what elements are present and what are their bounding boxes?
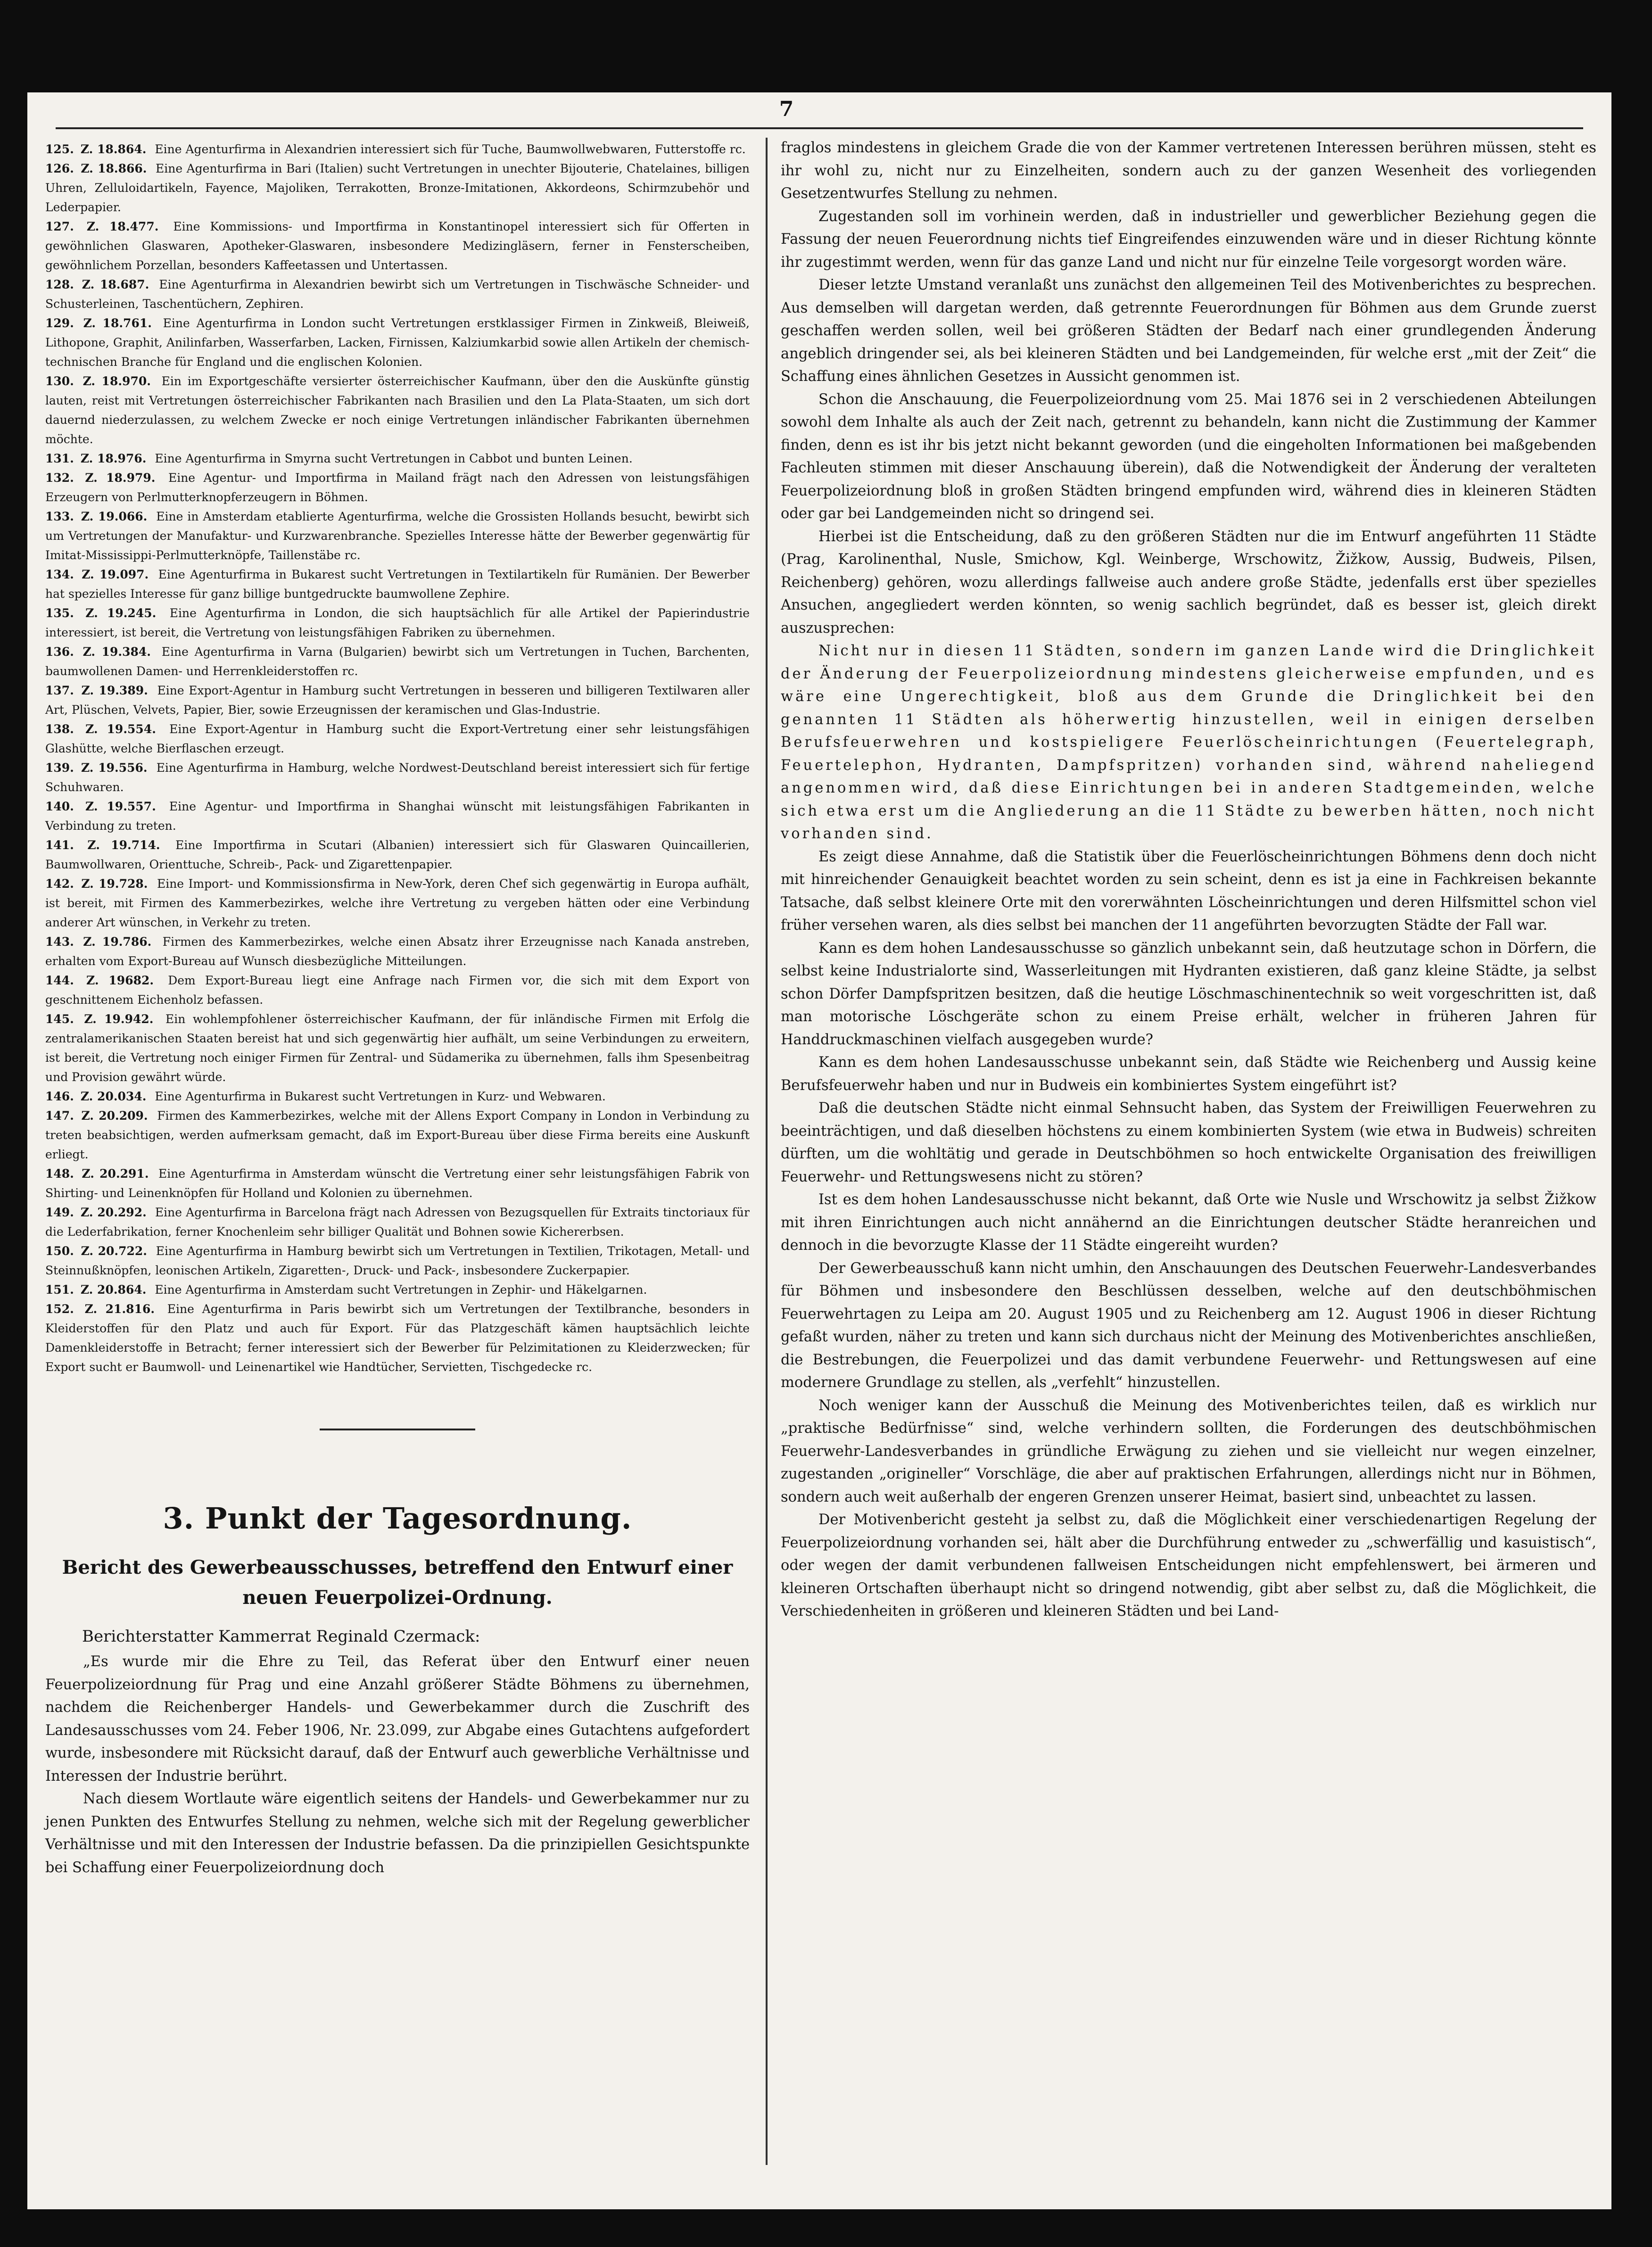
list-item (45, 603, 750, 642)
entry-text: Eine Kommissions- und Importfirma in Konstantinopel interessiert sich für Offerten in gewöhnlichen Glaswaren, Apotheker-Glaswaren, insbesondere Medizingläsern, ferner in Fensterscheiben, gewöhnlichem Porzellan, besonders Kaffeetassen und Untertassen. (45, 220, 750, 272)
entry-number: 142. (45, 877, 74, 891)
entry-text: Eine Agenturfirma in Barcelona frägt nach Adressen von Bezugsquellen für Extraits tinctoriaux für die Lederfabrikation, ferner Knochenleim sehr billiger Qualität und Bohnen sowie Kichererbsen. (45, 1206, 750, 1239)
entry-text: Eine Agenturfirma in Amsterdam sucht Vertretungen in Zephir- und Häkelgarnen. (155, 1283, 647, 1297)
entry-number: 131. (45, 452, 74, 465)
entry-number: 135. (45, 606, 74, 620)
list-item (45, 314, 750, 372)
list-item (45, 565, 750, 603)
list-item (45, 159, 750, 217)
entry-reference: Z. 18.970. (83, 374, 151, 388)
entry-number: 126. (45, 162, 74, 175)
entry-reference: Z. 19.554. (85, 722, 156, 736)
entry-reference: Z. 21.816. (84, 1302, 155, 1316)
paragraph: Kann es dem hohen Landesausschusse so gänzlich unbekannt sein, daß heutzutage schon in Dörfern, die selbst keine Industrialorte sind, Wasserleitungen mit Hydranten existieren, daß ganz kleine Städte, ja selbst schon Dörfer Dampfspritzen besitzen, daß die heutige Löschmaschinentechnik so weit vorgeschritten ist, daß man motorische Löschgeräte schon zu einem Preise erhält, welcher in früheren Jahren für Handdruckmaschinen vielfach ausgegeben wurde? (781, 940, 1596, 1048)
entry-number: 148. (45, 1167, 74, 1181)
entry-number: 139. (45, 761, 74, 775)
entry-number: 134. (45, 568, 74, 581)
list-item (45, 1203, 750, 1241)
newspaper-page (27, 92, 1611, 2209)
entry-reference: Z. 18.477. (86, 220, 159, 233)
left-report-text (45, 1651, 750, 1879)
speaker-line: Berichterstatter Kammerrat Reginald Czermack: (82, 1627, 480, 1646)
list-item (45, 1280, 750, 1299)
page-number: 7 (779, 97, 794, 121)
list-item (45, 1087, 750, 1106)
paragraph: fraglos mindestens in gleichem Grade die von der Kammer vertretenen Interessen berühren müssen, steht es ihr wohl zu, nicht nur zu Einzelheiten, sondern auch zu der ganzen Wesenheit des vorliegenden Gesetzentwurfes Stellung zu nehmen. (781, 140, 1596, 202)
entry-text: Eine Agenturfirma in Hamburg bewirbt sich um Vertretungen in Textilien, Trikotagen, Metall- und Steinnußknöpfen, leonischen Artikeln, Zigaretten-, Druck- und Pack-, insbesondere Zuckerpapier. (45, 1244, 750, 1277)
list-item (45, 140, 750, 159)
entry-text: Eine Importfirma in Scutari (Albanien) interessiert sich für Glaswaren Quincaillerien, Baumwollwaren, Orienttuche, Schreib-, Pack- und Zigarettenpapier. (45, 838, 750, 871)
list-item (45, 372, 750, 449)
list-item (45, 217, 750, 275)
paragraph: Nach diesem Wortlaute wäre eigentlich seitens der Handels- und Gewerbekammer nur zu jenen Punkten des Entwurfes Stellung zu nehmen, welche sich mit der Regelung gewerblicher Verhältnisse und mit den Interessen der Industrie befassen. Da die prinzipiellen Gesichtspunkte bei Schaffung einer Feuerpolizeiordnung doch (45, 1791, 750, 1876)
entry-text: Eine in Amsterdam etablierte Agenturfirma, welche die Grossisten Hollands besucht, bewirbt sich um Vertretungen der Manufaktur- und Kurzwarenbranche. Spezielles Interesse hätte der Bewerber gegenwärtig für Imitat-Mississippi-Perlmutterknöpfe, Taillenstäbe rc. (45, 510, 750, 562)
entry-text: Eine Agenturfirma in London, die sich hauptsächlich für alle Artikel der Papierindustrie interessiert, ist bereit, die Vertretung von leistungsfähigen Fabriken zu übernehmen. (45, 606, 750, 639)
entry-text: Eine Agenturfirma in Bukarest sucht Vertretungen in Kurz- und Webwaren. (155, 1090, 606, 1103)
entry-number: 127. (45, 220, 74, 233)
entry-reference: Z. 19.556. (81, 761, 148, 775)
left-column (45, 140, 750, 1879)
entry-reference: Z. 18.761. (83, 316, 152, 330)
paragraph: Daß die deutschen Städte nicht einmal Sehnsucht haben, das System der Freiwilligen Feuerwehren zu beeinträchtigen, und daß dieselben höchstens zu einem kombinierten System (wie etwa in Budweis) schreiten dürften, um die wohltätig und gerade in Deutschböhmen so hoch entwickelte Organisation des freiwilligen Feuerwehr- und Rettungswesens nicht zu stören? (781, 1100, 1596, 1185)
entry-reference: Z. 19.389. (81, 684, 148, 697)
entry-number: 151. (45, 1283, 74, 1297)
entry-number: 138. (45, 722, 74, 736)
entry-text: Eine Export-Agentur in Hamburg sucht Vertretungen in besseren und billigeren Textilwaren aller Art, Plüschen, Velvets, Papier, Bier, sowie Erzeugnissen der keramischen und Glas-Industrie. (45, 684, 750, 717)
list-item (45, 468, 750, 507)
entry-number: 140. (45, 800, 74, 813)
entry-reference: Z. 18.687. (82, 278, 149, 291)
entry-reference: Z. 19.557. (85, 800, 156, 813)
list-item (45, 719, 750, 758)
paragraph-emphasized: Nicht nur in diesen 11 Städten, sondern im ganzen Lande wird die Dringlichkeit der Änderung der Feuerpolizeiordnung mindestens gleicherweise empfunden, und es wäre eine Ungerechtigkeit, bloß aus dem Grunde die Dringlichkeit bei den genannten 11 Städten als höherwertig hinzustellen, weil in einigen derselben Berufsfeuerwehren und kostspieligere Feuerlöscheinrichtungen (Feuertelegraph, Feuertelephon, Hydranten, Dampfspritzen) vorhanden sind, während naheliegend angenommen wird, daß diese Einrichtungen bei in anderen Stadtgemeinden, welche sich etwa erst um die Angliederung an die 11 Städte zu bewerben hätten, noch nicht vorhanden sind. (781, 643, 1596, 842)
paragraph: „Es wurde mir die Ehre zu Teil, das Referat über den Entwurf einer neuen Feuerpolizeiordnung für Prag und eine Anzahl größerer Städte Böhmens zu übernehmen, nachdem die Reichenberger Handels- und Gewerbekammer durch die Zuschrift des Landesausschusses vom 24. Feber 1906, Nr. 23.099, zur Abgabe eines Gutachtens aufgefordert wurde, insbesondere mit Rücksicht darauf, daß der Entwurf auch gewerbliche Verhältnisse und Interessen der Industrie berührt. (45, 1653, 750, 1784)
section-heading: 3. Punkt der Tagesordnung. (163, 1501, 632, 1536)
entry-text: Eine Agenturfirma in Alexandrien interessiert sich für Tuche, Baumwollwebwaren, Futterstoffe rc. (155, 142, 746, 156)
entry-reference: Z. 19.097. (82, 568, 149, 581)
entry-text: Eine Agentur- und Importfirma in Shanghai wünscht mit leistungsfähigen Fabrikanten in Verbindung zu treten. (45, 800, 750, 833)
entry-reference: Z. 20.291. (82, 1167, 149, 1181)
entry-reference: Z. 19.942. (84, 1012, 154, 1026)
header-rule (56, 127, 1583, 129)
entry-number: 128. (45, 278, 74, 291)
entry-reference: Z. 19.786. (83, 935, 152, 949)
paragraph: Dieser letzte Umstand veranlaßt uns zunächst den allgemeinen Teil des Motivenberichtes zu besprechen. Aus demselben will dargetan werden, daß getrennte Feuerordnungen für Böhmen aus dem Grunde zuerst geschaffen werden sollen, weil bei größeren Städten der Bedarf nach einer grundlegenden Änderung angeblich dringender sei, als bei kleineren Städten und bei Landgemeinden, für welche erst „mit der Zeit“ die Schaffung eines ähnlichen Gesetzes in Aussicht genommen ist. (781, 277, 1596, 385)
entry-text: Eine Agentur- und Importfirma in Mailand frägt nach den Adressen von leistungsfähigen Erzeugern von Perlmutterknopferzeugern in Böhmen. (45, 471, 750, 504)
entry-reference: Z. 19.245. (85, 606, 157, 620)
entry-text: Eine Agenturfirma in Hamburg, welche Nordwest-Deutschland bereist interessiert sich für fertige Schuhwaren. (45, 761, 750, 794)
entry-number: 125. (45, 142, 74, 156)
paragraph: Noch weniger kann der Ausschuß die Meinung des Motivenberichtes teilen, daß es wirklich nur „praktische Bedürfnisse“ sind, welche verhindern sollten, die Forderungen des deutschböhmischen Feuerwehr-Landesverbandes in gründliche Erwägung zu ziehen und sie vielleicht nur wegen einzelner, zugestanden „origineller“ Vorschläge, die aber auf praktischen Erfahrungen, allerdings nicht nur in Böhmen, sondern auch weit außerhalb der engeren Grenzen unserer Heimat, basiert sind, unbeachtet zu lassen. (781, 1397, 1596, 1505)
entry-reference: Z. 19.728. (81, 877, 148, 891)
entry-text: Eine Agenturfirma in London sucht Vertretungen erstklassiger Firmen in Zinkweiß, Bleiweiß, Lithopone, Graphit, Anilinfarben, Wasserfarben, Lacken, Firnissen, Kalziumkarbid sowie allen Artikeln der chemisch-technischen Branche für England und die englischen Kolonien. (45, 316, 750, 369)
entry-reference: Z. 18.864. (80, 142, 147, 156)
entry-reference: Z. 20.722. (81, 1244, 148, 1258)
paragraph: Schon die Anschauung, die Feuerpolizeiordnung vom 25. Mai 1876 sei in 2 verschiedenen Abteilungen sowohl dem Inhalte als auch der Zeit nach, getrennt zu behandeln, kann nicht die Zustimmung der Kammer finden, denn es ist ihr bis jetzt nicht bekannt geworden (und die eingeholten Informationen bei maßgebenden Fachleuten stimmen mit dieser Anschauung überein), daß die Notwendigkeit der Änderung der veralteten Feuerpolizeiordnung bloß in großen Städten bringend empfunden wird, während dies in kleineren Städten oder gar bei Landgemeinden nicht so dringend sei. (781, 391, 1596, 522)
entry-reference: Z. 18.976. (80, 452, 147, 465)
entry-reference: Z. 18.979. (85, 471, 156, 485)
section-subheading (45, 1553, 750, 1613)
entry-number: 141. (45, 838, 74, 852)
list-item (45, 507, 750, 565)
entry-number: 150. (45, 1244, 74, 1258)
list-item (45, 971, 750, 1009)
entry-reference: Z. 19.384. (83, 645, 151, 659)
entry-text: Firmen des Kammerbezirkes, welche mit der Allens Export Company in London in Verbindung zu treten beabsichtigen, werden aufmerksam gemacht, daß im Export-Bureau über diese Firma bereits eine Auskunft erliegt. (45, 1109, 750, 1161)
subheading-line-1: Bericht des Gewerbeausschusses, betreffend den Entwurf einer (62, 1556, 733, 1578)
entry-number: 152. (45, 1302, 74, 1316)
subheading-line-2: neuen Feuerpolizei-Ordnung. (242, 1586, 553, 1609)
entry-number: 133. (45, 510, 74, 523)
list-item (45, 1299, 750, 1377)
entry-reference: Z. 19.714. (87, 838, 160, 852)
list-item (45, 681, 750, 719)
entry-text: Eine Import- und Kommissionsfirma in New-York, deren Chef sich gegenwärtig in Europa aufhält, ist bereit, mit Firmen des Kammerbezirkes, welche ihre Vertretung zu vergeben hätten oder eine Verbindung anderer Art wünschen, in Verkehr zu treten. (45, 877, 750, 929)
entry-number: 137. (45, 684, 74, 697)
entry-reference: Z. 19682. (86, 974, 154, 987)
paragraph: Es zeigt diese Annahme, daß die Statistik über die Feuerlöscheinrichtungen Böhmens denn doch nicht mit hinreichender Genauigkeit beachtet worden zu sein scheint, denn es ist ja eine in Fachkreisen bekannte Tatsache, daß selbst kleinere Orte mit den vorerwähnten Löscheinrichtungen und deren Hilfsmittel schon viel früher versehen waren, als dies selbst bei manchen der 11 angeführten bevorzugten Städte der Fall war. (781, 848, 1596, 933)
entry-number: 132. (45, 471, 74, 485)
entry-text: Eine Agenturfirma in Varna (Bulgarien) bewirbt sich um Vertretungen in Tuchen, Barchenten, baumwollenen Damen- und Herrenkleiderstoffen rc. (45, 645, 750, 678)
paragraph: Kann es dem hohen Landesausschusse unbekannt sein, daß Städte wie Reichenberg und Aussig keine Berufsfeuerwehr haben und nur in Budweis ein kombiniertes System eingeführt ist? (781, 1054, 1596, 1094)
entry-reference: Z. 18.866. (81, 162, 147, 175)
entry-number: 146. (45, 1090, 74, 1103)
entry-text: Eine Agenturfirma in Bukarest sucht Vertretungen in Textilartikeln für Rumänien. Der Bewerber hat spezielles Interesse für ganz billige buntgedruckte baumwollene Zephire. (45, 568, 750, 601)
entry-text: Eine Agenturfirma in Paris bewirbt sich um Vertretungen der Textilbranche, besonders in Kleiderstoffen für den Platz und auch für Export. Für das Platzgeschäft kämen hauptsächlich leichte Damenkleiderstoffe in Betracht; ferner interessiert sich der Bewerber für Pelzimitationen zu Kleiderzwecken; für Export sucht er Baumwoll- und Leinenartikel wie Handtücher, Servietten, Tischgedecke rc. (45, 1302, 750, 1374)
entry-text: Firmen des Kammerbezirkes, welche einen Absatz ihrer Erzeugnisse nach Kanada anstreben, erhalten vom Export-Bureau auf Wunsch diesbezügliche Mitteilungen. (45, 935, 750, 968)
entry-reference: Z. 20.292. (81, 1206, 147, 1219)
paragraph: Zugestanden soll im vorhinein werden, daß in industrieller und gewerblicher Beziehung gegen die Fassung der neuen Feuerordnung nichts tief Eingreifendes einzuwenden wäre und in dieser Richtung könnte ihr zugestimmt werden, wenn für das ganze Land und nicht nur für einzelne Teile vorgesorgt worden wäre. (781, 208, 1596, 271)
list-item (45, 1241, 750, 1280)
entry-number: 136. (45, 645, 74, 659)
entry-text: Eine Agenturfirma in Amsterdam wünscht die Vertretung einer sehr leistungsfähigen Fabrik von Shirting- und Leinenknöpfen für Holland und Kolonien zu übernehmen. (45, 1167, 750, 1200)
paragraph: Der Gewerbeausschuß kann nicht umhin, den Anschauungen des Deutschen Feuerwehr-Landesverbandes für Böhmen und insbesondere den Beschlüssen desselben, welche auf den deutschböhmischen Feuerwehrtagen zu Leipa am 20. August 1905 und zu Reichenberg am 12. August 1906 in dieser Richtung gefaßt wurden, näher zu treten und kann sich durchaus nicht der Meinung des Motivenberichtes anschließen, die Bestrebungen, die Feuerpolizei und das damit verbundene Feuerwehr- und Rettungswesen auf eine modernere Grundlage zu stellen, als „verfehlt“ hinzustellen. (781, 1260, 1596, 1391)
entry-text: Ein wohlempfohlener österreichischer Kaufmann, der für inländische Firmen mit Erfolg die zentralamerikanischen Staaten bereist hat und sich gegenwärtig hier aufhält, um seine Verbindungen zu erweitern, ist bereit, die Vertretung noch einiger Firmen für Zentral- und Südamerika zu übernehmen, falls ihm Spesenbeitrag und Provision gewährt würde. (45, 1012, 750, 1084)
list-item (45, 449, 750, 468)
entry-number: 143. (45, 935, 74, 949)
entry-number: 129. (45, 316, 74, 330)
list-item (45, 1009, 750, 1087)
entry-number: 144. (45, 974, 74, 987)
entry-number: 147. (45, 1109, 74, 1123)
entry-text: Eine Agenturfirma in Smyrna sucht Vertretungen in Cabbot und bunten Leinen. (155, 452, 633, 465)
right-column (781, 137, 1596, 1623)
entry-text: Eine Export-Agentur in Hamburg sucht die Export-Vertretung einer sehr leistungsfähigen Glashütte, welche Bierflaschen erzeugt. (45, 722, 750, 755)
entry-reference: Z. 19.066. (81, 510, 148, 523)
paragraph: Der Motivenbericht gesteht ja selbst zu, daß die Möglichkeit einer verschiedenartigen Regelung der Feuerpolizeiordnung vorhanden sei, hält aber die Durchführung entweder zu „schwerfällig und kasuistisch“, oder wegen der damit verbundenen fallweisen Entscheidungen nicht empfehlenswert, bei ärmeren und kleineren Ortschaften überhaupt nicht so dringend notwendig, gibt aber selbst zu, daß die Möglichkeit, die Verschiedenheiten in größeren und kleineren Städten und bei Land- (781, 1512, 1596, 1619)
paragraph: Ist es dem hohen Landesausschusse nicht bekannt, daß Orte wie Nusle und Wrschowitz ja selbst Žižkow mit ihren Einrichtungen auch nicht annähernd an die Einrichtungen deutscher Städte heranreichen und dennoch in die bevorzugte Klasse der 11 Städte eingereiht wurden? (781, 1191, 1596, 1254)
list-item (45, 758, 750, 797)
entry-number: 149. (45, 1206, 74, 1219)
entry-text: Ein im Exportgeschäfte versierter österreichischer Kaufmann, über den die Auskünfte günstig lauten, reist mit Vertretungen österreichischer Fabrikanten nach Brasilien und den La Plata-Staaten, um sich dort dauernd niederzulassen, zu welchem Zwecke er noch einige Vertretungen inländischer Fabrikanten übernehmen möchte. (45, 374, 750, 446)
list-item (45, 835, 750, 874)
list-item (45, 642, 750, 681)
entry-number: 145. (45, 1012, 74, 1026)
list-item (45, 275, 750, 314)
entry-reference: Z. 20.864. (80, 1283, 147, 1297)
list-item (45, 932, 750, 971)
entry-number: 130. (45, 374, 74, 388)
entry-text: Eine Agenturfirma in Alexandrien bewirbt sich um Vertretungen in Tischwäsche Schneider- und Schusterleinen, Taschentüchern, Zephiren. (45, 278, 750, 311)
entry-reference: Z. 20.209. (81, 1109, 148, 1123)
paragraph: Hierbei ist die Entscheidung, daß zu den größeren Städten nur die im Entwurf angeführten 11 Städte (Prag, Karolinenthal, Nusle, Smichow, Kgl. Weinberge, Wrschowitz, Žižkow, Aussig, Budweis, Pilsen, Reichenberg) gehören, wozu allerdings fallweise auch andere große Städte, jedenfalls erst über spezielles Ansuchen, angegliedert werden könnten, so wenig sachlich begründet, daß es besser ist, gleich direkt auszusprechen: (781, 528, 1596, 636)
entry-text: Eine Agenturfirma in Bari (Italien) sucht Vertretungen in unechter Bijouterie, Chatelaines, billigen Uhren, Zelluloidartikeln, Fayence, Majoliken, Terrakotten, Bronze-Imitationen, Akkordeons, Schirmzubehör und Lederpapier. (45, 162, 750, 214)
section-divider-rule (320, 1429, 475, 1430)
column-divider (766, 138, 768, 2165)
list-item (45, 797, 750, 835)
entry-reference: Z. 20.034. (80, 1090, 147, 1103)
export-inquiries-list (45, 140, 750, 1377)
entry-text: Dem Export-Bureau liegt eine Anfrage nach Firmen vor, die sich mit dem Export von geschnittenem Eichenholz befassen. (45, 974, 750, 1007)
list-item (45, 1164, 750, 1203)
list-item (45, 874, 750, 932)
list-item (45, 1106, 750, 1164)
